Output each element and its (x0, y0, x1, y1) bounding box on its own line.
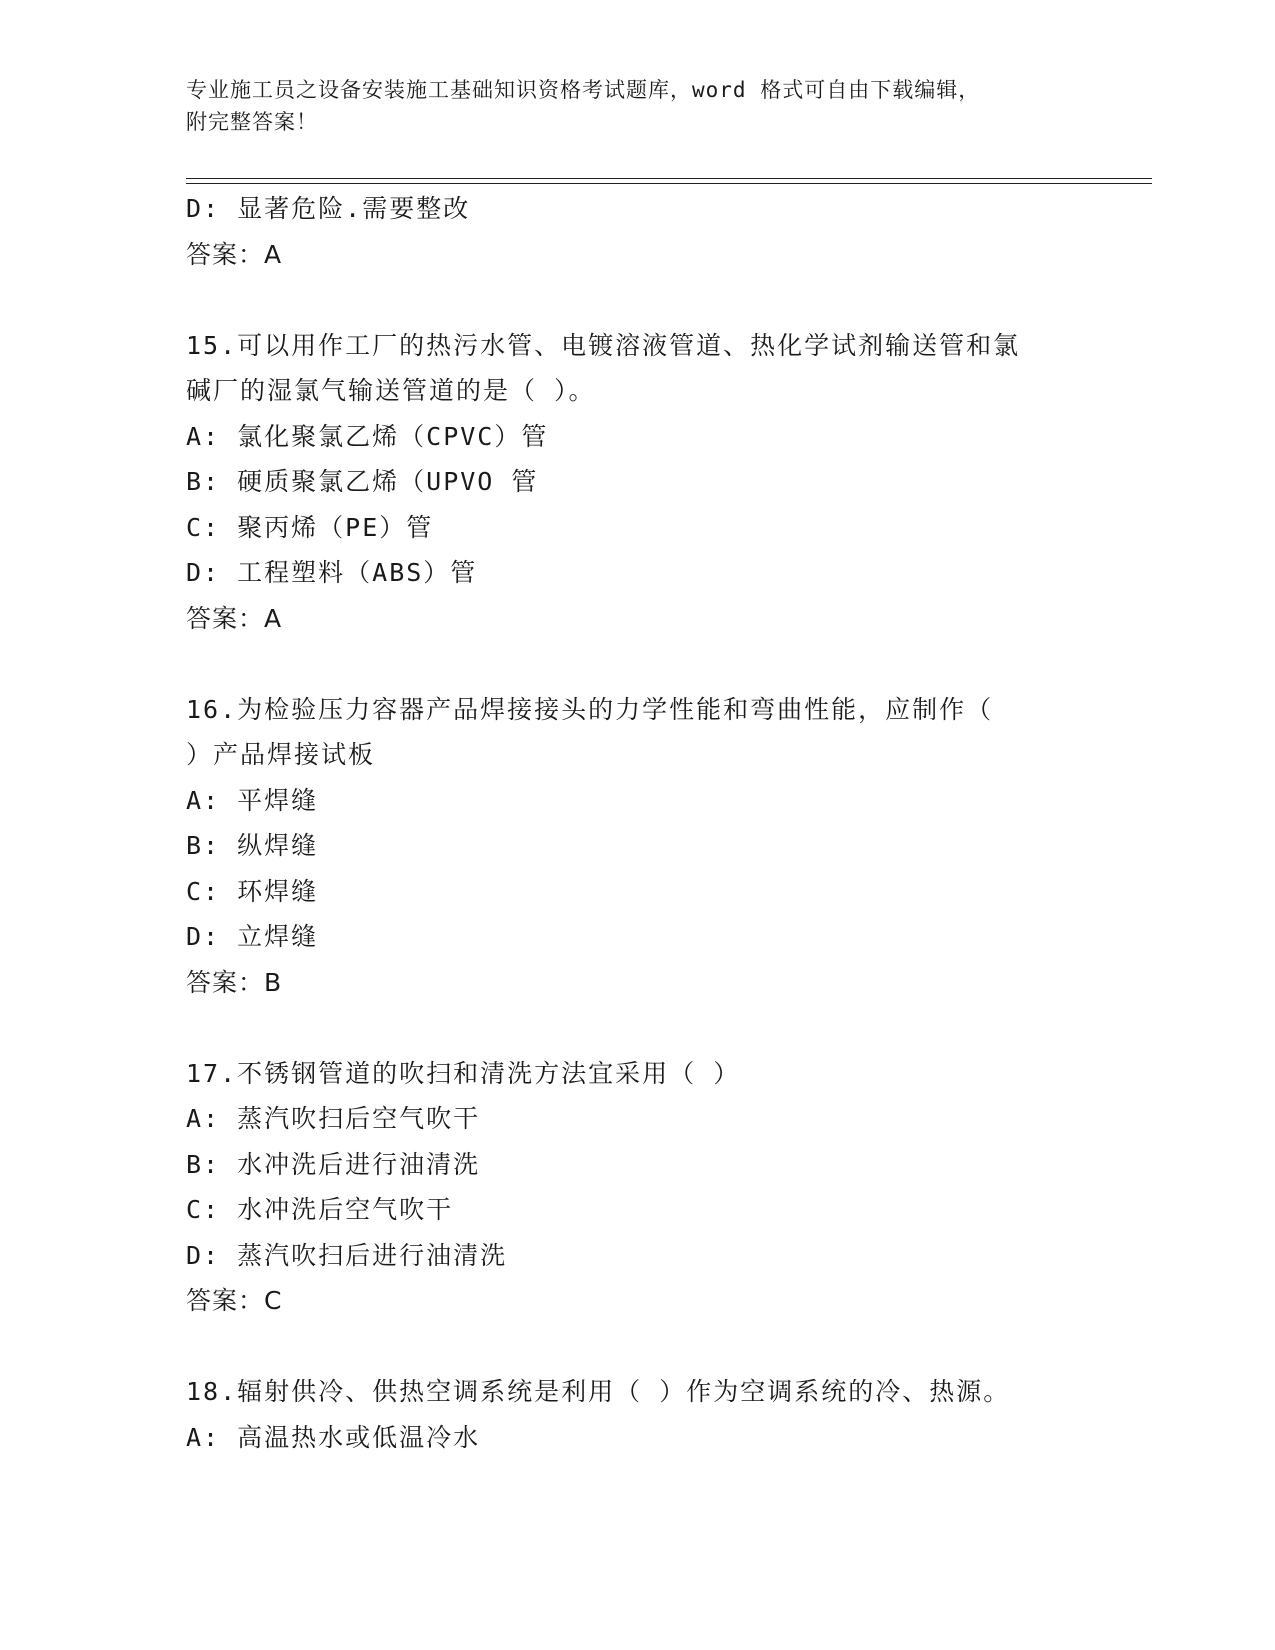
option-d: D: 显著危险.需要整改 (186, 194, 471, 223)
header-divider-bottom (186, 183, 1152, 184)
question-stem-line-2: ）产品焊接试板 (186, 740, 376, 769)
page-header (186, 74, 1106, 138)
option-a: A: 蒸汽吹扫后空气吹干 (186, 1104, 481, 1133)
option-a: A: 氯化聚氯乙烯（CPVC）管 (186, 421, 549, 451)
spacer (186, 1005, 1116, 1051)
option-a: A: 平焊缝 (186, 785, 319, 815)
question-17 (186, 1051, 1116, 1324)
header-line-1: 专业施工员之设备安装施工基础知识资格考试题库，word 格式可自由下载编辑， (186, 78, 981, 102)
option-d: D: 工程塑料（ABS）管 (186, 558, 478, 587)
answer: 答案：A (186, 603, 283, 633)
option-c: C: 聚丙烯（PE）管 (186, 512, 434, 542)
question-15 (186, 323, 1116, 642)
option-c: C: 水冲洗后空气吹干 (186, 1195, 454, 1224)
question-18 (186, 1369, 1116, 1460)
question-stem-line-1: 18.辐射供冷、供热空调系统是利用（ ）作为空调系统的冷、热源。 (186, 1377, 1011, 1406)
option-a: A: 高温热水或低温冷水 (186, 1422, 481, 1452)
question-stem-line-1: 16.为检验压力容器产品焊接接头的力学性能和弯曲性能，应制作（ (186, 694, 994, 724)
option-d: D: 蒸汽吹扫后进行油清洗 (186, 1240, 508, 1270)
spacer (186, 641, 1116, 687)
answer: 答案：B (186, 967, 283, 997)
option-b: B: 水冲洗后进行油清洗 (186, 1149, 481, 1179)
question-stem-line-1: 15.可以用作工厂的热污水管、电镀溶液管道、热化学试剂输送管和氯 (186, 330, 1021, 360)
option-c: C: 环焊缝 (186, 876, 319, 906)
header-line-2: 附完整答案！ (186, 110, 318, 134)
carryover-question (186, 186, 1116, 277)
answer: 答案：C (186, 1286, 283, 1315)
question-16 (186, 687, 1116, 1006)
question-stem-line-1: 17.不锈钢管道的吹扫和清洗方法宜采用（ ） (186, 1058, 741, 1088)
question-stem-line-2: 碱厂的湿氯气输送管道的是（ ）。 (186, 376, 596, 405)
question-list (186, 186, 1116, 1460)
option-b: B: 纵焊缝 (186, 831, 319, 860)
option-b: B: 硬质聚氯乙烯（UPVO 管 (186, 467, 539, 496)
spacer (186, 1324, 1116, 1370)
option-d: D: 立焊缝 (186, 922, 319, 951)
header-divider-top (186, 178, 1152, 179)
answer: 答案：A (186, 239, 283, 269)
spacer (186, 277, 1116, 323)
